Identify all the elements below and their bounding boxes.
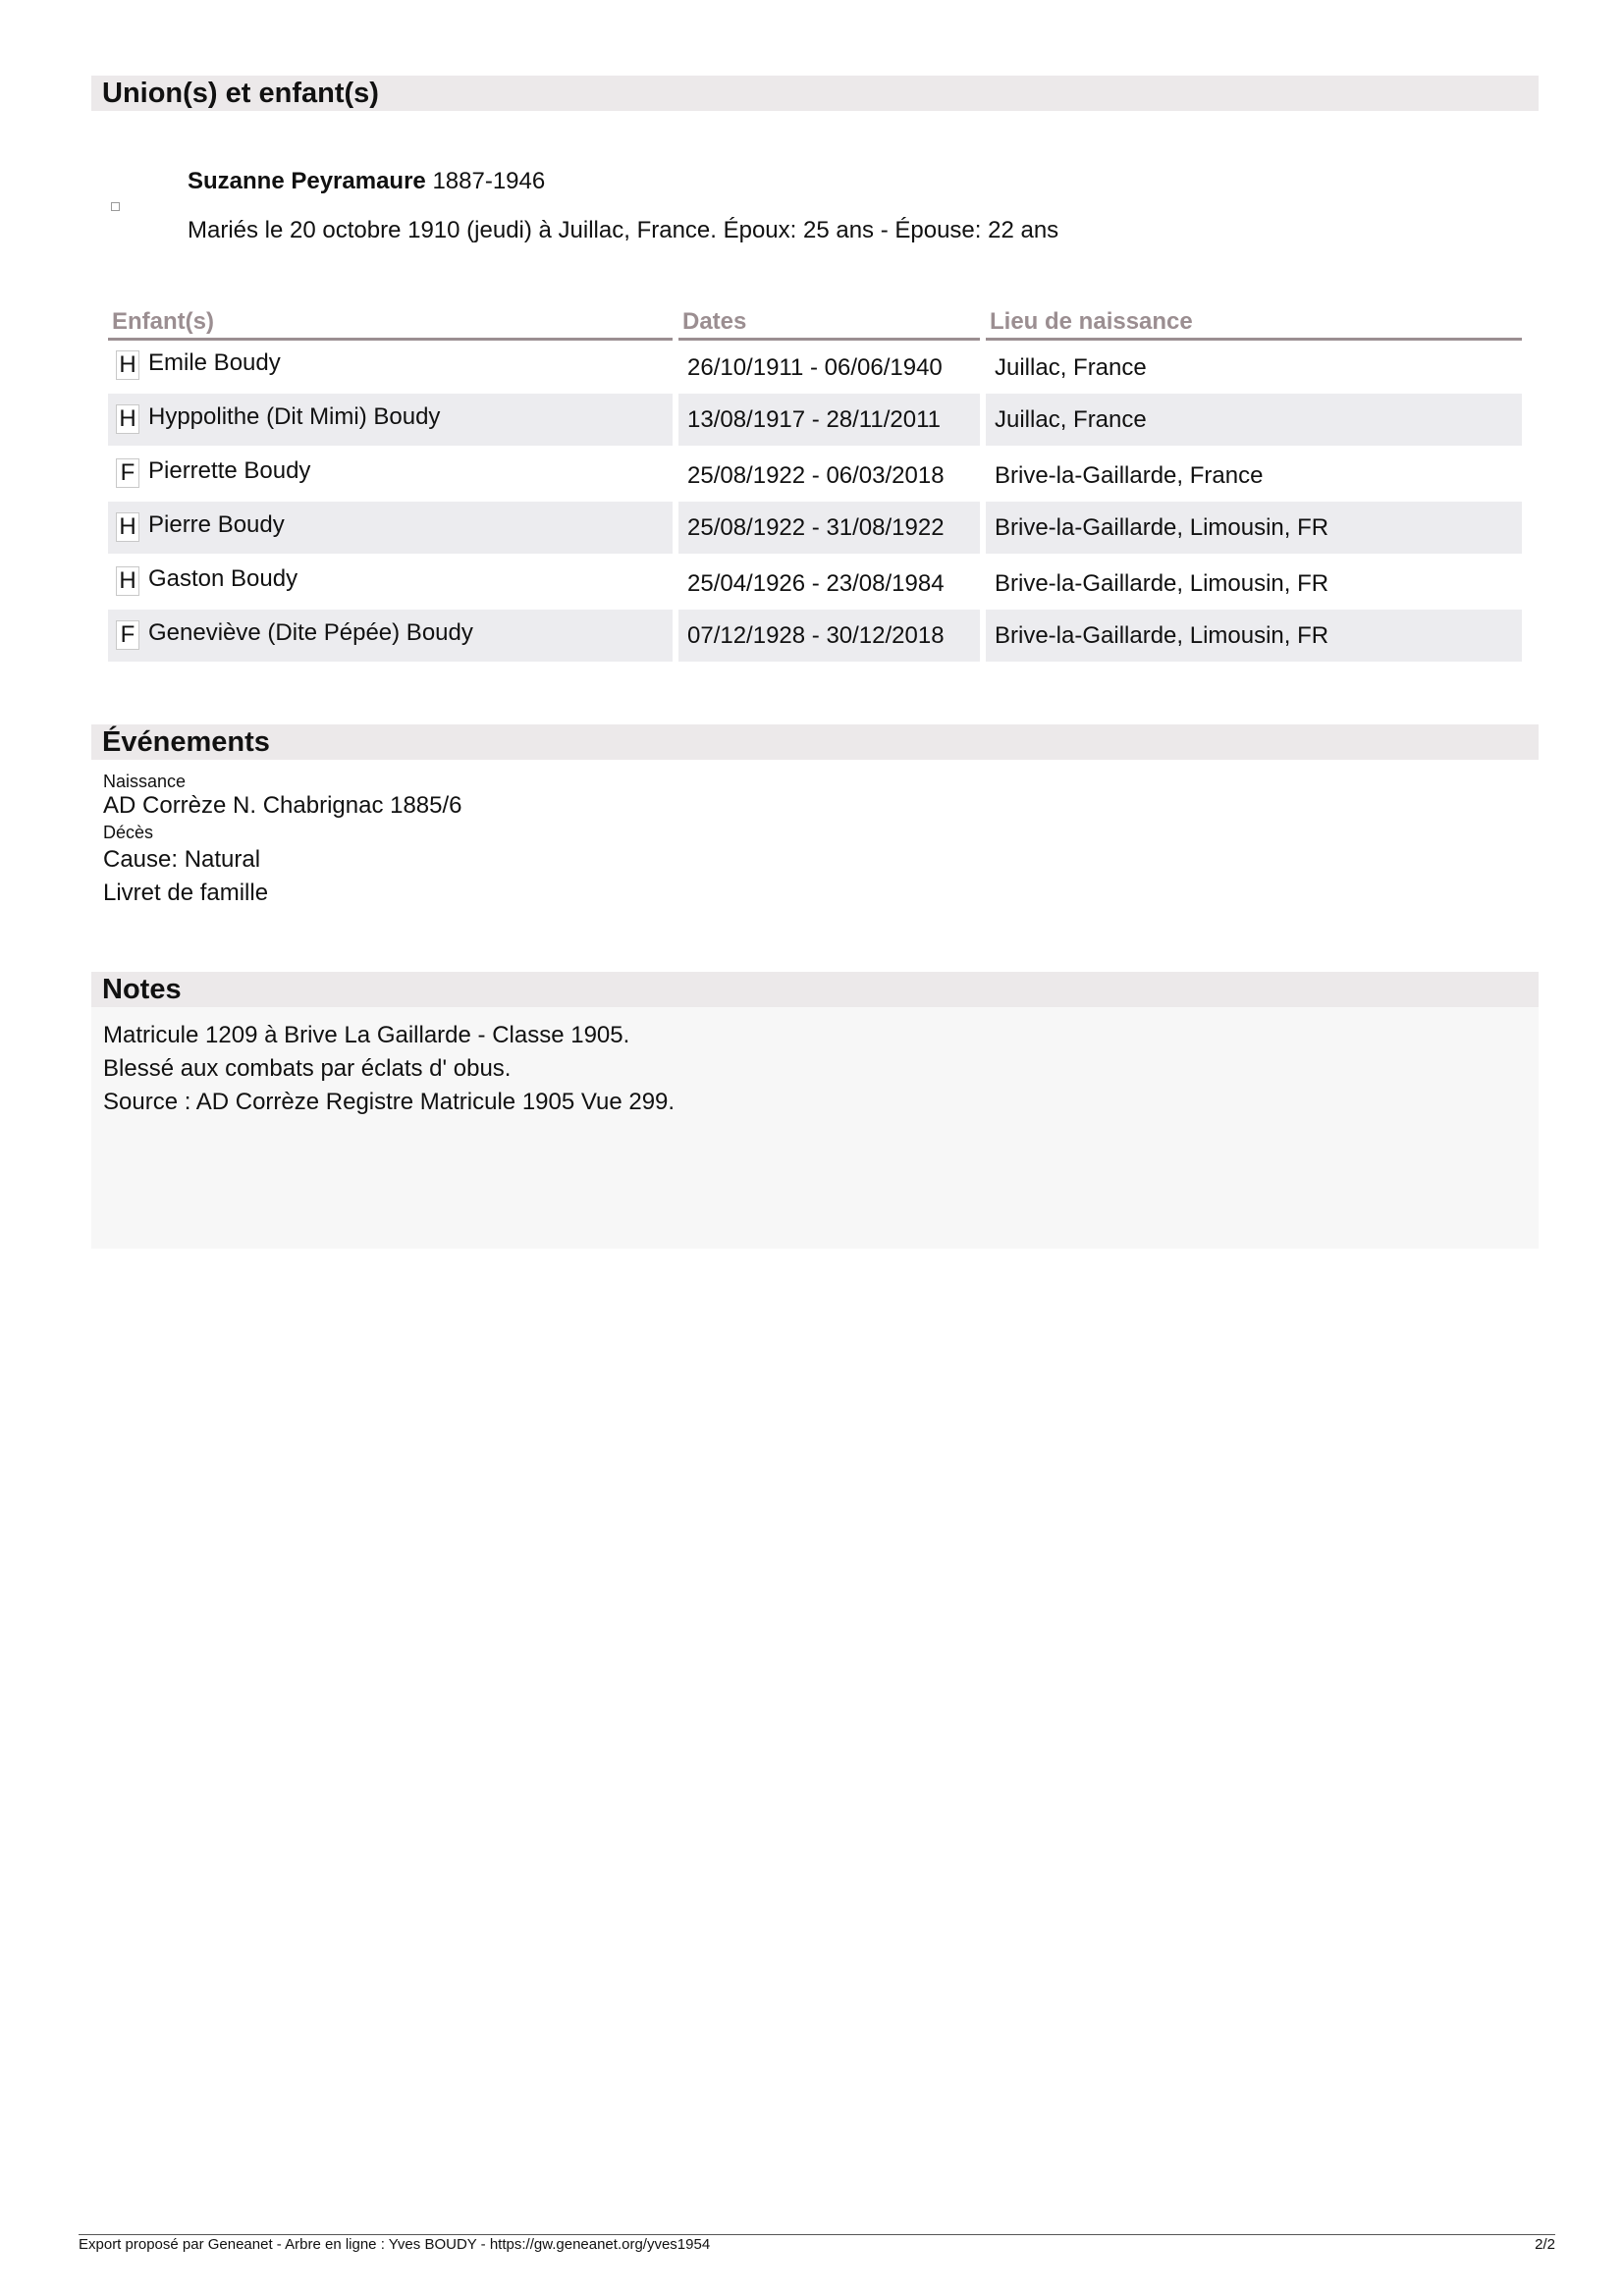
marriage-info: Mariés le 20 octobre 1910 (jeudi) à Juillac, France. Époux: 25 ans - Épouse: 22 ans (188, 217, 1059, 243)
birth-label: Naissance (103, 772, 187, 791)
sex-badge: F (116, 620, 139, 650)
child-name[interactable]: Pierrette Boudy (148, 457, 311, 484)
child-birthplace: Juillac, France (986, 394, 1522, 446)
notes-section-title: Notes (91, 972, 1539, 1007)
note-line: Matricule 1209 à Brive La Gaillarde - Classe 1905. (103, 1022, 630, 1048)
child-birthplace: Brive-la-Gaillarde, France (995, 462, 1264, 489)
death-source: Livret de famille (103, 880, 269, 906)
child-dates: 07/12/1928 - 30/12/2018 (678, 610, 980, 662)
child-dates: 13/08/1917 - 28/11/2011 (678, 394, 980, 446)
child-birthplace: Brive-la-Gaillarde, Limousin, FR (995, 570, 1329, 597)
events-section-title: Événements (91, 724, 1539, 760)
table-row (0, 394, 1623, 446)
column-header-birthplace: Lieu de naissance (986, 305, 1522, 341)
sex-badge: H (116, 350, 139, 380)
birth-source: AD Corrèze N. Chabrignac 1885/6 (103, 792, 462, 819)
footer-text: Export proposé par Geneanet - Arbre en ligne : Yves BOUDY - https://gw.geneanet.org/yves1954 (79, 2236, 711, 2253)
sex-badge: H (116, 512, 139, 542)
notes-body (91, 1007, 1539, 1249)
column-header-dates: Dates (678, 305, 980, 341)
child-name[interactable]: Pierre Boudy (148, 511, 285, 538)
note-line: Blessé aux combats par éclats d' obus. (103, 1055, 512, 1082)
child-dates: 25/08/1922 - 31/08/1922 (678, 502, 980, 554)
checkbox-icon (111, 202, 120, 211)
death-cause: Cause: Natural (103, 846, 261, 873)
sex-badge: H (116, 404, 139, 434)
child-dates: 25/08/1922 - 06/03/2018 (687, 462, 945, 489)
child-dates: 25/04/1926 - 23/08/1984 (687, 570, 945, 597)
column-header-children: Enfant(s) (108, 305, 673, 341)
spouse-dates: 1887-1946 (432, 168, 546, 194)
child-name[interactable]: Gaston Boudy (148, 565, 298, 592)
table-row (0, 556, 1623, 608)
death-label: Décès (103, 823, 154, 842)
sex-badge: F (116, 458, 139, 488)
child-name[interactable]: Geneviève (Dite Pépée) Boudy (148, 619, 473, 646)
note-line: Source : AD Corrèze Registre Matricule 1905 Vue 299. (103, 1089, 676, 1115)
page-number: 2/2 (1535, 2236, 1555, 2253)
child-name[interactable]: Emile Boudy (148, 349, 281, 376)
spouse-info (188, 167, 545, 196)
child-birthplace: Brive-la-Gaillarde, Limousin, FR (986, 610, 1522, 662)
table-row (0, 502, 1623, 554)
table-row (0, 340, 1623, 392)
child-birthplace: Brive-la-Gaillarde, Limousin, FR (986, 502, 1522, 554)
sex-badge: H (116, 566, 139, 596)
child-name[interactable]: Hyppolithe (Dit Mimi) Boudy (148, 403, 441, 430)
spouse-name[interactable]: Suzanne Peyramaure (188, 168, 426, 194)
table-row (0, 448, 1623, 500)
child-birthplace: Juillac, France (995, 354, 1147, 381)
child-dates: 26/10/1911 - 06/06/1940 (687, 354, 943, 381)
table-row (0, 610, 1623, 662)
union-section-title: Union(s) et enfant(s) (91, 76, 1539, 111)
footer-divider (79, 2234, 1555, 2235)
